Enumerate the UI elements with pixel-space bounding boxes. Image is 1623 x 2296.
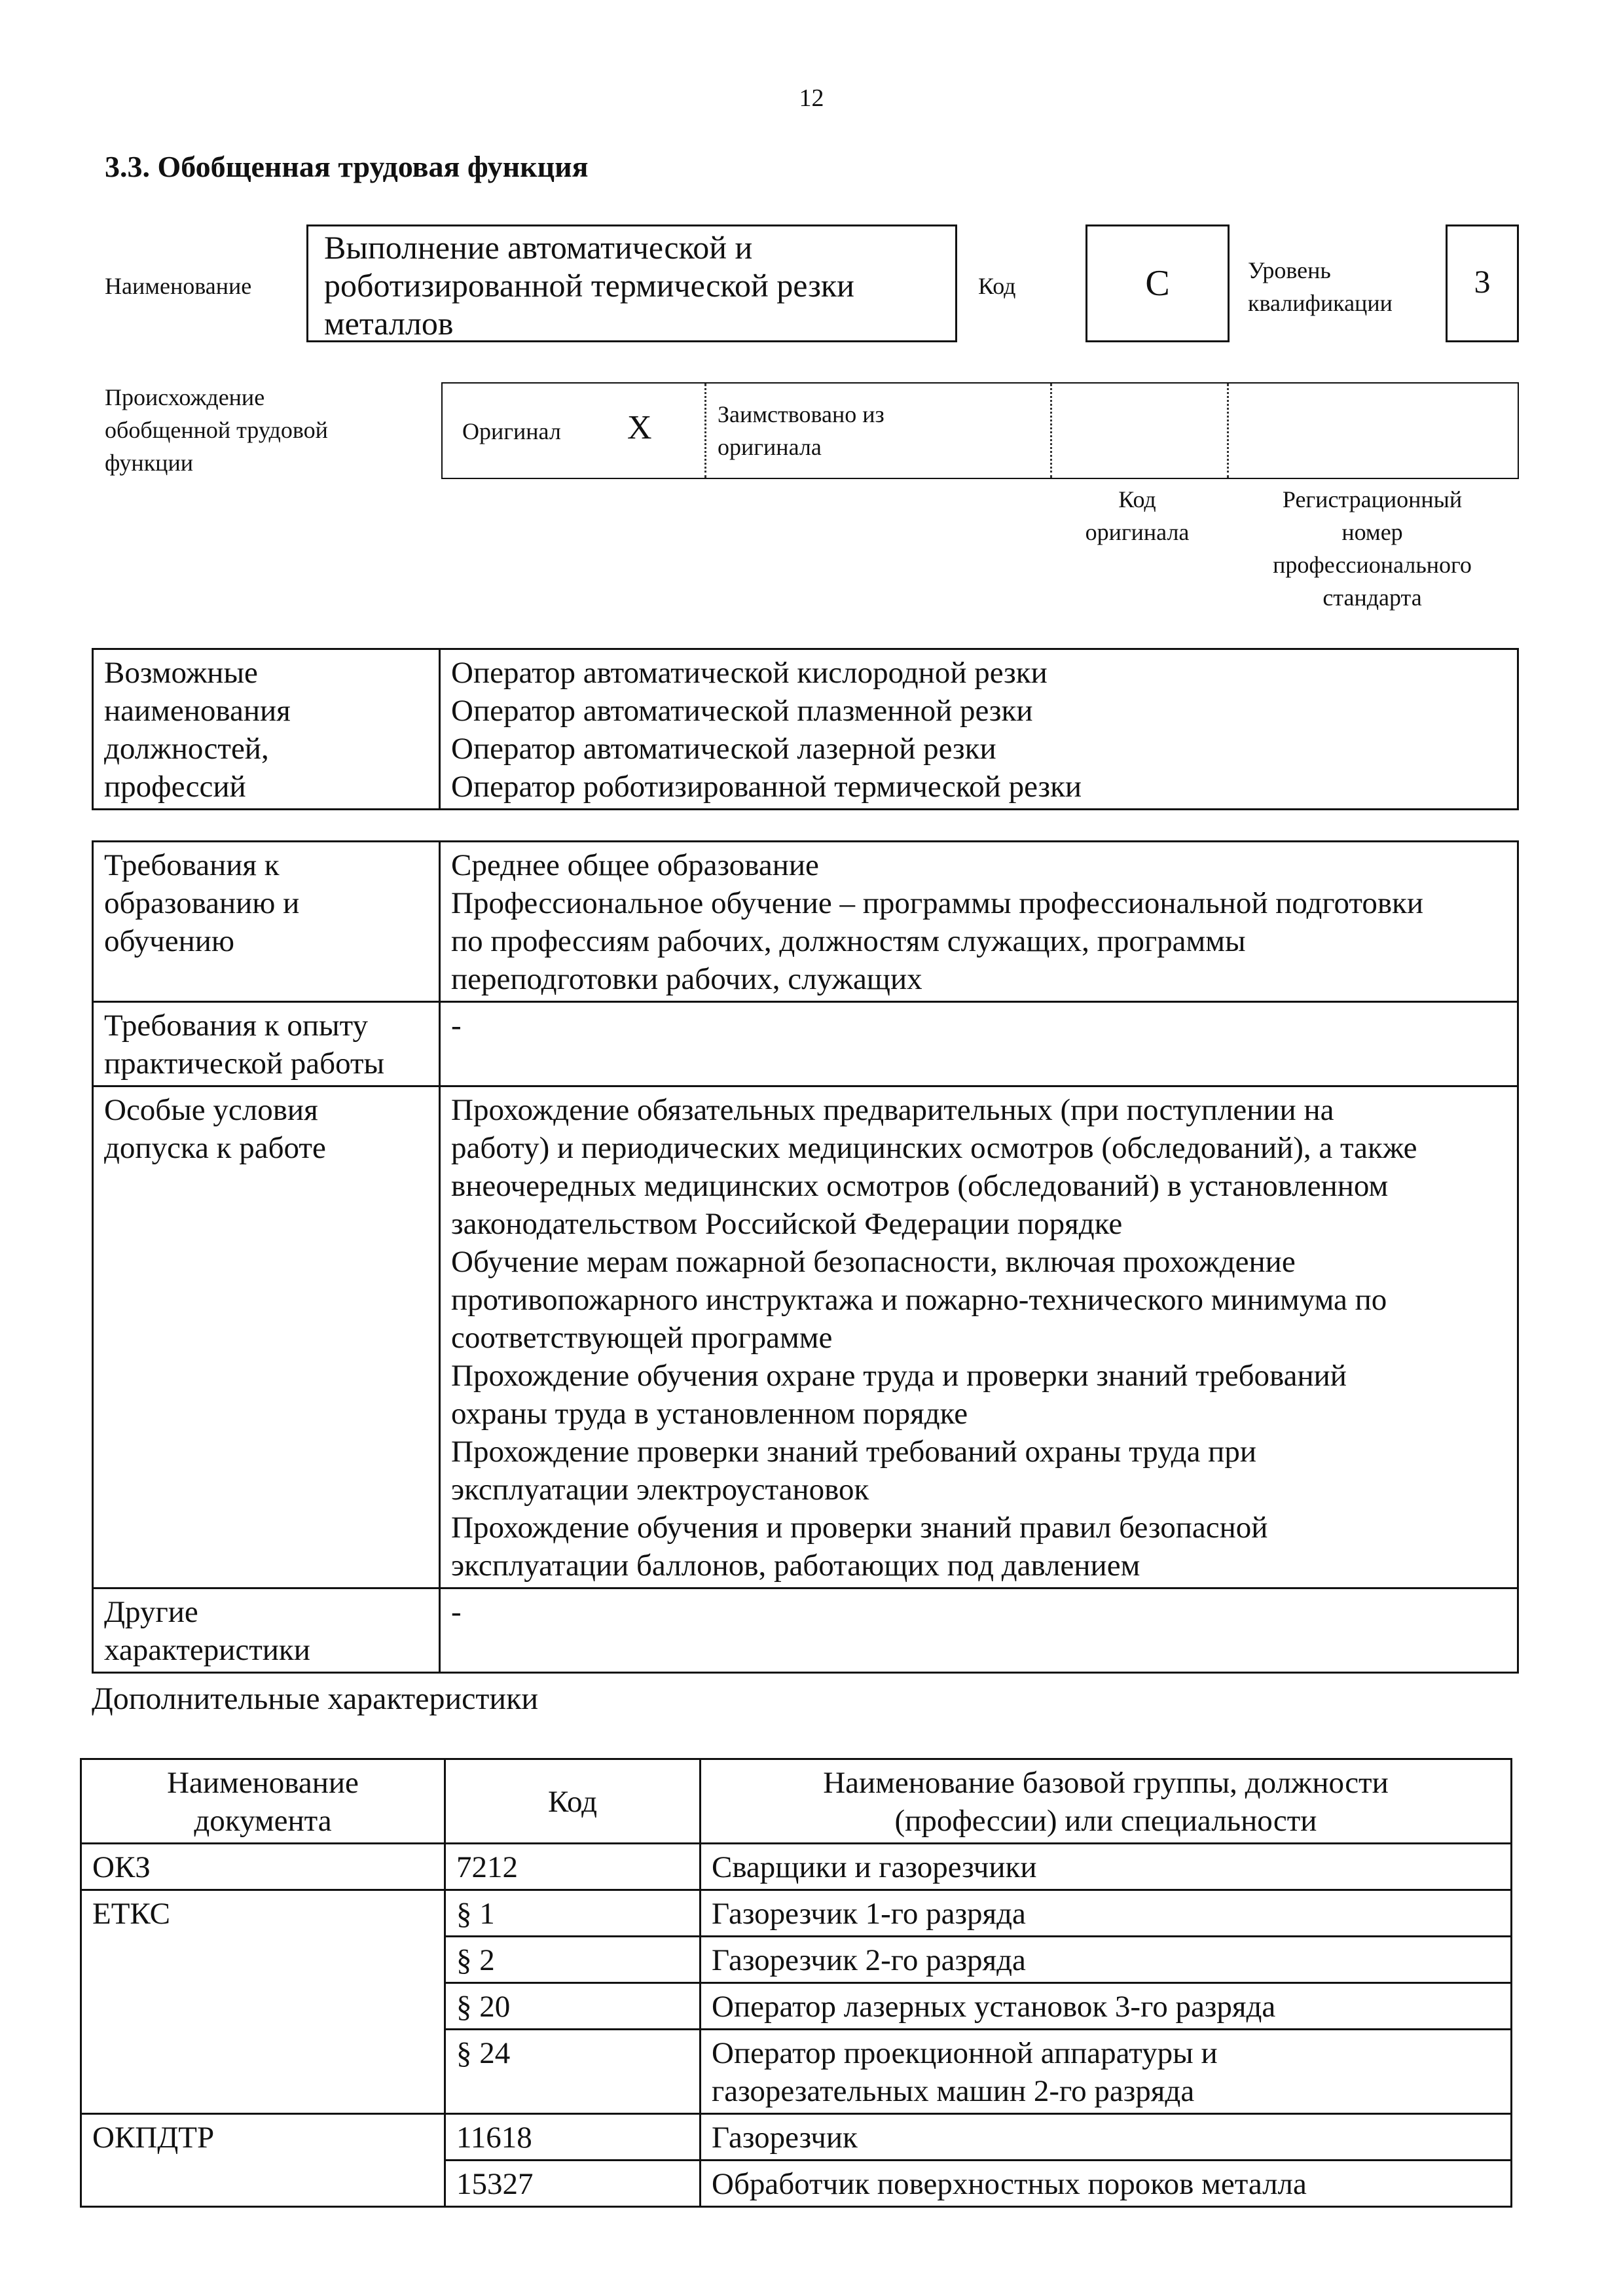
name-cell: Сварщики и газорезчики — [701, 1844, 1512, 1890]
req-value — [440, 1588, 1518, 1673]
value-line: эксплуатации электроустановок — [451, 1473, 869, 1507]
code-cell: § 20 — [445, 1983, 701, 2030]
positions-list — [440, 649, 1518, 810]
doc-cell: ОКПДТР — [81, 2114, 445, 2207]
header-line: (профессии) или специальности — [894, 1804, 1317, 1838]
borrowed-label-line: Заимствовано из — [718, 401, 884, 427]
name-line: металлов — [324, 305, 454, 342]
level-label-line: квалификации — [1248, 290, 1393, 316]
borrowed-label-line: оригинала — [718, 434, 822, 460]
label-line: Другие — [104, 1595, 198, 1629]
section-title: 3.3. Обобщенная трудовая функция — [105, 150, 589, 183]
level-label-line: Уровень — [1248, 257, 1331, 283]
value-line: внеочередных медицинских осмотров (обследований) в установленном — [451, 1169, 1389, 1203]
req-value — [440, 1002, 1518, 1086]
req-value — [440, 842, 1518, 1002]
name-cell: Газорезчик 2-го разряда — [701, 1937, 1512, 1983]
code-cell: 11618 — [445, 2114, 701, 2161]
reg-caption-line: номер — [1341, 519, 1403, 545]
requirements-table — [92, 840, 1519, 1674]
code-caption-line: Код — [1118, 486, 1156, 512]
header-line: Наименование базовой группы, должности — [823, 1766, 1389, 1800]
divider — [1050, 384, 1052, 478]
position-item: Оператор автоматической плазменной резки — [451, 694, 1033, 728]
divider — [704, 384, 706, 478]
header-name — [701, 1759, 1512, 1844]
code-cell: 7212 — [445, 1844, 701, 1890]
code-caption-line: оригинала — [1085, 519, 1190, 545]
position-item: Оператор автоматической кислородной резки — [451, 656, 1048, 690]
value-line: - — [451, 1595, 462, 1629]
positions-table — [92, 648, 1519, 810]
value-line: Прохождение обязательных предварительных (при поступлении на — [451, 1093, 1334, 1127]
origin-label-line: обобщенной трудовой — [105, 417, 328, 443]
level-box — [1446, 224, 1519, 342]
name-cell: Обработчик поверхностных пороков металла — [701, 2161, 1512, 2207]
additional-table — [80, 1758, 1512, 2208]
code-cell: 15327 — [445, 2161, 701, 2207]
header-line: документа — [194, 1804, 332, 1838]
label-line: допуска к работе — [104, 1131, 326, 1165]
name-line: Выполнение автоматической и — [324, 229, 753, 266]
value-line: Профессиональное обучение – программы профессиональной подготовки — [451, 886, 1424, 920]
value-line: Прохождение обучения и проверки знаний правил безопасной — [451, 1511, 1268, 1545]
table-row — [93, 1086, 1518, 1588]
label-line: практической работы — [104, 1047, 385, 1081]
req-value — [440, 1086, 1518, 1588]
origin-label — [105, 381, 328, 479]
name-cell: Газорезчик 1-го разряда — [701, 1890, 1512, 1937]
code-value: C — [1145, 263, 1170, 304]
name-cell: Оператор лазерных установок 3-го разряда — [701, 1983, 1512, 2030]
value-line: Обучение мерам пожарной безопасности, включая прохождение — [451, 1245, 1296, 1279]
label-line: Возможные — [104, 656, 258, 690]
divider — [1227, 384, 1229, 478]
original-label: Оригинал — [462, 418, 561, 444]
doc-cell: ЕТКС — [81, 1890, 445, 2114]
reg-caption-line: стандарта — [1322, 584, 1422, 611]
level-value: 3 — [1474, 263, 1491, 300]
code-cell: § 24 — [445, 2030, 701, 2114]
table-row — [81, 1844, 1512, 1890]
reg-caption — [1226, 483, 1519, 614]
value-line: эксплуатации баллонов, работающих под давлением — [451, 1549, 1140, 1583]
table-row — [93, 1588, 1518, 1673]
origin-label-line: Происхождение — [105, 384, 265, 410]
value-line: Среднее общее образование — [451, 848, 819, 882]
label-line: Требования к — [104, 848, 280, 882]
page-number: 12 — [799, 84, 824, 112]
value-line: по профессиям рабочих, должностям служащих, программы — [451, 924, 1246, 958]
code-cell: § 1 — [445, 1890, 701, 1937]
header-code: Код — [445, 1759, 701, 1844]
original-mark: X — [627, 409, 652, 446]
name-label: Наименование — [105, 273, 252, 299]
table-header-row — [81, 1759, 1512, 1844]
code-cell: § 2 — [445, 1937, 701, 1983]
position-item: Оператор автоматической лазерной резки — [451, 732, 996, 766]
req-label — [93, 1086, 440, 1588]
value-line: - — [451, 1009, 462, 1043]
table-row — [81, 2114, 1512, 2161]
position-item: Оператор роботизированной термической резки — [451, 770, 1082, 804]
req-label — [93, 1002, 440, 1086]
origin-box — [441, 382, 1519, 479]
code-caption — [1049, 483, 1226, 548]
table-row — [93, 1002, 1518, 1086]
level-label — [1248, 254, 1393, 319]
borrowed-label — [718, 398, 884, 463]
label-line: Особые условия — [104, 1093, 318, 1127]
table-row — [81, 1890, 1512, 1937]
label-line: профессий — [104, 770, 246, 804]
name-cell — [701, 2030, 1512, 2114]
name-line: роботизированной термической резки — [324, 267, 854, 304]
code-box — [1085, 224, 1230, 342]
header-doc — [81, 1759, 445, 1844]
label-line: обучению — [104, 924, 235, 958]
reg-caption-line: профессионального — [1273, 552, 1472, 578]
value-line: работу) и периодических медицинских осмотров (обследований), а также — [451, 1131, 1417, 1165]
value-line: переподготовки рабочих, служащих — [451, 962, 922, 996]
value-line: законодательством Российской Федерации порядке — [451, 1207, 1123, 1241]
additional-title: Дополнительные характеристики — [92, 1681, 539, 1716]
name-box — [306, 224, 957, 342]
name-cell: Газорезчик — [701, 2114, 1512, 2161]
label-line: образованию и — [104, 886, 300, 920]
value-line: Прохождение проверки знаний требований охраны труда при — [451, 1435, 1256, 1469]
table-row — [93, 842, 1518, 1002]
header-line: Наименование — [167, 1766, 359, 1800]
value-line: соответствующей программе — [451, 1321, 833, 1355]
label-line: наименования — [104, 694, 291, 728]
req-label — [93, 842, 440, 1002]
value-line: Прохождение обучения охране труда и проверки знаний требований — [451, 1359, 1347, 1393]
label-line: Требования к опыту — [104, 1009, 369, 1043]
value-line: противопожарного инструктажа и пожарно-технического минимума по — [451, 1283, 1387, 1317]
code-label: Код — [978, 273, 1016, 299]
positions-label — [93, 649, 440, 810]
name-line: газорезательных машин 2-го разряда — [712, 2074, 1195, 2108]
origin-label-line: функции — [105, 450, 193, 476]
req-label — [93, 1588, 440, 1673]
name-line: Оператор проекционной аппаратуры и — [712, 2036, 1218, 2070]
doc-cell: ОКЗ — [81, 1844, 445, 1890]
label-line: должностей, — [104, 732, 269, 766]
label-line: характеристики — [104, 1633, 310, 1667]
value-line: охраны труда в установленном порядке — [451, 1397, 968, 1431]
reg-caption-line: Регистрационный — [1282, 486, 1463, 512]
